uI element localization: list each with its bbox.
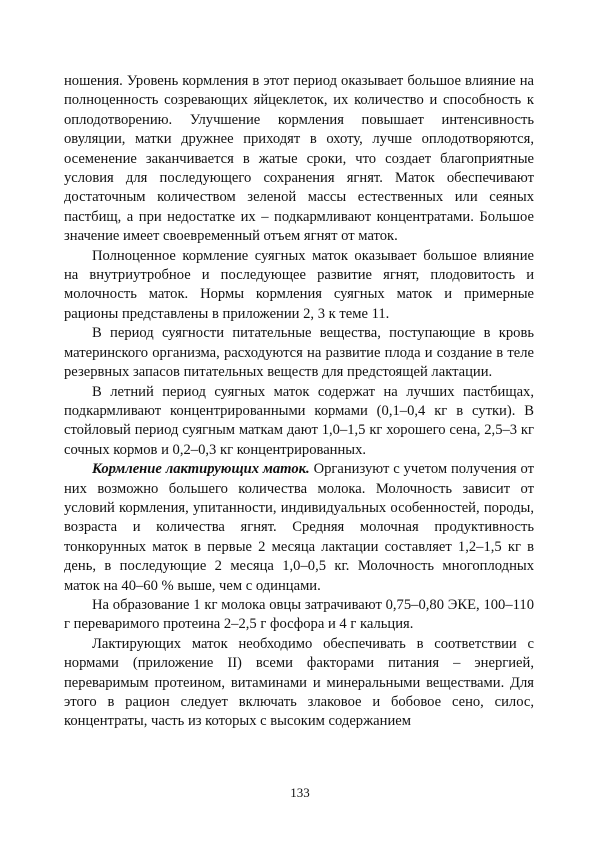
paragraph: На образование 1 кг молока овцы затрачивают 0,75–0,80 ЭКЕ, 100–110 г переваримого протеина 2–2,5 г фосфора и 4 г кальция.: [64, 596, 534, 633]
paragraph-lactating-ewes: [64, 460, 534, 596]
page-number: 133: [290, 785, 310, 800]
paragraph: ношения. Уровень кормления в этот период оказывает большое влияние на полноценность созревающих яйцеклеток, их количество и способность к оплодотворению. Улучшение кормления повышает интенсивность овуляции, матки дружнее приходят в охоту, лучше оплодотворяются, осеменение заканчивается в жатые сроки, что создает благоприятные условия для последующего сохранения ягнят. Маток обеспечивают достаточным количеством зеленой массы естественных или сеяных пастбищ, а при недостатке их – подкармливают концентратами. Большое значение имеет своевременный отъем ягнят от маток.: [64, 73, 534, 245]
paragraph-text: Организуют с учетом получения от них возможно большего количества молока. Молочность зависит от условий кормления, упитанности, индивидуальных особенностей, породы, возраста и количества ягнят. Средняя молочная продуктивность тонкорунных маток в первые 2 месяца лактации составляет 1,2–1,5 кг в день, в последующие 2 месяца 1,0–0,5 кг. Молочность многоплодных маток на 40–60 % выше, чем с одинцами.: [64, 461, 534, 594]
paragraph: В период суягности питательные вещества, поступающие в кровь материнского организма, расходуются на развитие плода и создание в теле резервных запасов питательных веществ для предстоящей лактации.: [64, 325, 534, 381]
paragraph: В летний период суягных маток содержат на лучших пастбищах, подкармливают концентрированными кормами (0,1–0,4 кг в сутки). В стойловый период суягным маткам дают 1,0–1,5 кг хорошего сена, 2,5–3 кг сочных кормов и 0,2–0,3 кг концентрированных.: [64, 383, 534, 458]
page-body: [64, 72, 534, 732]
paragraph: Лактирующих маток необходимо обеспечивать в соответствии с нормами (приложение II) всеми факторами питания – энергией, переваримым протеином, витаминами и минеральными веществами. Для этого в рацион следует включать злаковое и бобовое сено, силос, концентраты, часть из которых с высоким содержанием: [64, 635, 534, 730]
paragraph: Полноценное кормление суягных маток оказывает большое влияние на внутриутробное и последующее развитие ягнят, плодовитость и молочность маток. Нормы кормления суягных маток и примерные рационы представлены в приложении 2, 3 к теме 11.: [64, 247, 534, 322]
section-lead-heading: Кормление лактирующих маток.: [92, 461, 310, 478]
